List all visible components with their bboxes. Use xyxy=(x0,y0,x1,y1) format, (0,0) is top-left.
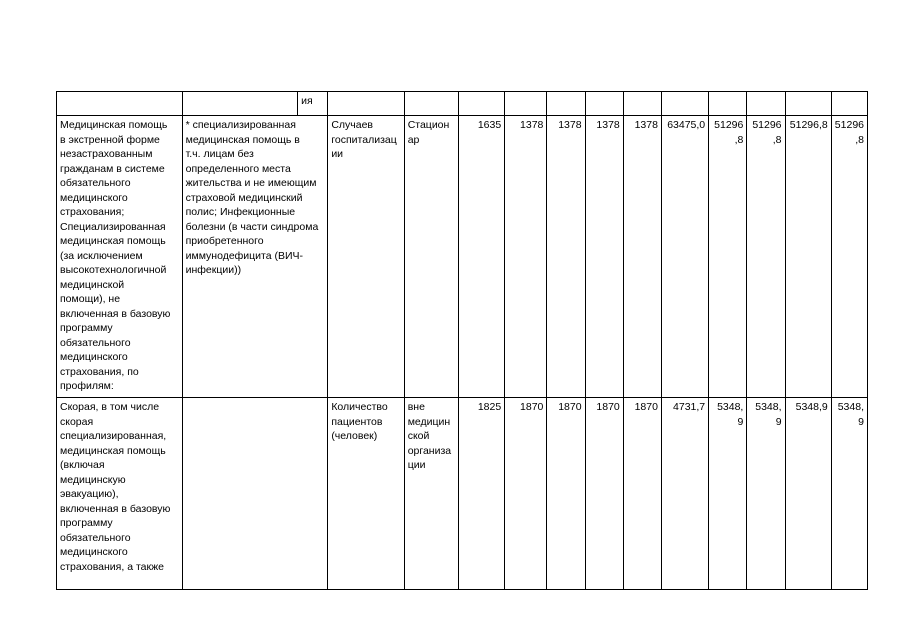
table-cell xyxy=(747,92,785,116)
table-cell xyxy=(623,116,661,398)
table-cell xyxy=(785,116,831,398)
table-cell xyxy=(661,116,708,398)
table-cell xyxy=(57,92,183,116)
table-cell xyxy=(57,116,183,398)
value-cell: 5348, 9 xyxy=(837,401,864,428)
table-cell xyxy=(661,398,708,590)
table-cell xyxy=(585,92,623,116)
table-cell xyxy=(404,398,458,590)
table-row xyxy=(57,92,868,116)
table-cell xyxy=(505,116,547,398)
value-cell: 51296 ,8 xyxy=(834,119,864,146)
value-cell: 51296 ,8 xyxy=(752,119,782,146)
value-cell: 1870 xyxy=(520,401,544,413)
table-row xyxy=(57,116,868,398)
table-cell xyxy=(831,398,867,590)
table-cell xyxy=(623,92,661,116)
table-cell xyxy=(623,398,661,590)
table-cell xyxy=(831,116,867,398)
value-cell: 51296 ,8 xyxy=(714,119,744,146)
section-description: Скорая, в том числе скорая специализированная, медицинская помощь (включая медицинскую эвакуацию), включенная в базовую программу обязательного медицинского страхования, а также xyxy=(60,401,171,573)
care-setting: вне медицин ской организа ции xyxy=(407,401,452,471)
table-cell xyxy=(785,398,831,590)
table-cell xyxy=(585,116,623,398)
table-cell xyxy=(747,398,785,590)
care-setting: Стацион ар xyxy=(407,119,450,146)
table-cell xyxy=(458,92,504,116)
table-cell xyxy=(182,92,298,116)
value-cell: 1378 xyxy=(596,119,620,131)
table-cell xyxy=(547,116,585,398)
table-cell xyxy=(547,92,585,116)
value-cell: 5348, 9 xyxy=(755,401,782,428)
table-cell xyxy=(709,92,747,116)
value-cell: 63475,0 xyxy=(667,119,706,131)
table-cell xyxy=(785,92,831,116)
value-cell: 51296,8 xyxy=(789,119,828,131)
table-cell xyxy=(709,116,747,398)
table-cell xyxy=(585,398,623,590)
table-cell xyxy=(505,92,547,116)
value-cell: 1870 xyxy=(558,401,582,413)
table-row xyxy=(57,398,868,590)
table-cell xyxy=(328,92,404,116)
value-cell: 1825 xyxy=(477,401,502,413)
value-cell: 1870 xyxy=(634,401,658,413)
table-cell xyxy=(328,398,404,590)
table-cell xyxy=(182,116,328,398)
value-cell: 1870 xyxy=(596,401,620,413)
value-cell: 1378 xyxy=(520,119,544,131)
unit-label: Количество пациентов (человек) xyxy=(331,401,388,442)
table-cell xyxy=(458,398,504,590)
value-cell: 5348,9 xyxy=(795,401,828,413)
value-cell: 1378 xyxy=(558,119,582,131)
value-cell: 4731,7 xyxy=(673,401,706,413)
unit-label: Случаев госпитализац ии xyxy=(331,119,397,160)
profile-description: * специализированная медицинская помощь в т.ч. лицам без определенного места жительства и не имеющим страховой медицинский полис; Инфекционные болезни (в части синдрома приобретенного иммунодефицита (ВИЧ- инфекции)) xyxy=(185,119,319,276)
value-cell: 5348, 9 xyxy=(717,401,744,428)
table-cell xyxy=(747,116,785,398)
table-cell xyxy=(57,398,183,590)
table-cell: ия xyxy=(298,92,328,116)
table-cell xyxy=(404,92,458,116)
table-cell xyxy=(458,116,504,398)
table-cell xyxy=(404,116,458,398)
data-table xyxy=(56,91,868,590)
table-cell xyxy=(505,398,547,590)
table-cell xyxy=(328,116,404,398)
table-cell xyxy=(182,398,328,590)
value-cell: 1378 xyxy=(634,119,658,131)
value-cell: 1635 xyxy=(477,119,502,131)
table-cell xyxy=(547,398,585,590)
table-cell xyxy=(661,92,708,116)
table-cell xyxy=(709,398,747,590)
section-description: Медицинская помощь в экстренной форме незастрахованным гражданам в системе обязательного медицинского страхования; Специализированная медицинская помощь (за исключением высокотехнологичной медицинской помощи), не включенная в базовую программу обязательного медицинского страхования, по профилям: xyxy=(60,119,171,392)
table-cell xyxy=(831,92,867,116)
